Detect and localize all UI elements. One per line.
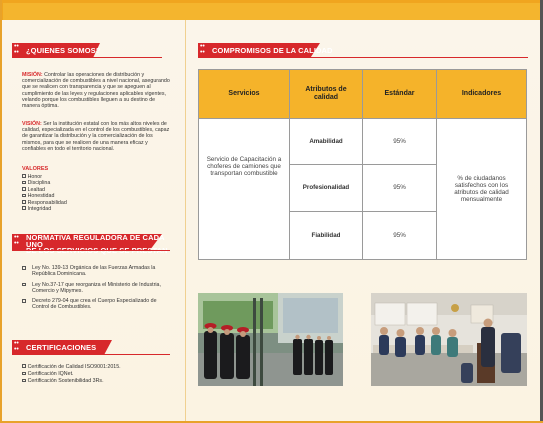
dots-icon: • • • •	[14, 234, 18, 247]
normativa-title: NORMATIVA REGULADORA DE CADA UNO	[26, 233, 165, 249]
quienes-title: ¿QUIENES SOMOS?	[26, 45, 101, 55]
dots-icon: • • • •	[200, 43, 204, 56]
certificaciones-header	[12, 340, 132, 355]
left-border	[0, 0, 2, 423]
checkbox-icon	[22, 194, 26, 198]
quienes-header	[12, 43, 122, 58]
list-item: Responsabilidad	[22, 200, 67, 206]
training-photo	[371, 293, 527, 386]
list-item: Honestidad	[22, 193, 67, 199]
mision-paragraph	[22, 72, 172, 109]
quality-table	[198, 69, 527, 260]
mision-text: Controlar las operaciones de distribución y comercialización de combustibles a nivel nacional, asegurando que se realicen con transparencia y que se apeguen al cumplimiento de las leyes y regulaciones aplicables vigentes, velando porque los combustibles lleguen a su destino de manera óptima.	[22, 72, 170, 110]
certificaciones-list	[22, 364, 121, 386]
cell-indicador: % de ciudadanos satisfechos con los atributos de calidad mensualmente	[454, 174, 509, 204]
vision-text: Ser la institución estatal con los más altos niveles de calidad, especializada en el control de los combustibles, capaz de garantizar la distribución y la comercialización de los mismos, para que se realicen de una manera eficaz y confiables en todo el territorio nacional.	[22, 121, 170, 152]
checkbox-icon	[22, 187, 26, 191]
checkbox-icon	[22, 181, 26, 185]
valores-list	[22, 174, 67, 212]
list-item: Integridad	[22, 206, 67, 212]
cell-estandar: 95%	[393, 137, 406, 145]
valores-title: VALORES	[22, 166, 49, 172]
checkbox-icon	[22, 200, 26, 204]
checkbox-icon	[22, 283, 26, 287]
list-item: Certificación Sostenibilidad 3Rs.	[22, 378, 121, 385]
cell-atributo: Amabilidad	[309, 137, 343, 145]
checkbox-icon	[22, 379, 26, 383]
list-item: Certificación IQNet.	[22, 371, 121, 378]
quienes-underline	[12, 57, 162, 58]
cell-servicio: Servicio de Capacitación a choferes de camiones que transportan combustible	[206, 156, 282, 178]
checkbox-icon	[22, 299, 26, 303]
checkbox-icon	[22, 174, 26, 178]
top-border-inner	[3, 3, 540, 20]
header-estandar: Estándar	[384, 89, 415, 97]
list-item: Certificación de Calidad ISO9001:2015.	[22, 364, 121, 371]
list-item: Honor	[22, 174, 67, 180]
personnel-photo	[198, 293, 343, 386]
dots-icon: • • • •	[14, 340, 18, 353]
checkbox-icon	[22, 364, 26, 368]
compromisos-underline	[198, 57, 528, 58]
header-atributos: Atributos de calidad	[305, 85, 347, 101]
compromisos-title: COMPROMISOS DE LA CALIDAD	[212, 45, 333, 55]
normativa-list	[22, 265, 172, 315]
list-item: Disciplina	[22, 180, 67, 186]
checkbox-icon	[22, 266, 26, 270]
normativa-header	[12, 234, 172, 250]
cell-atributo: Fiabilidad	[311, 231, 341, 239]
cell-estandar: 95%	[393, 231, 406, 239]
vision-paragraph	[22, 121, 172, 152]
cell-atributo: Profesionalidad	[302, 184, 350, 192]
vision-label: VISIÓN:	[22, 121, 42, 127]
list-item: Ley No. 139-13 Orgánica de las Fuerzas Armadas la República Dominicana.	[22, 265, 172, 278]
compromisos-header	[198, 43, 338, 58]
certificaciones-underline	[12, 354, 170, 355]
column-divider	[185, 20, 186, 421]
list-item: Decreto 279-04 que crea el Cuerpo Especializado de Control de Combustibles.	[22, 298, 172, 311]
header-servicios: Servicios	[228, 89, 260, 97]
mision-label: MISIÓN:	[22, 72, 43, 78]
dots-icon: • • • •	[14, 43, 18, 56]
normativa-underline	[12, 250, 170, 251]
certificaciones-title: CERTIFICACIONES	[26, 342, 97, 352]
header-indicadores: Indicadores	[461, 89, 502, 97]
checkbox-icon	[22, 206, 26, 210]
checkbox-icon	[22, 372, 26, 376]
list-item: Lealtad	[22, 187, 67, 193]
cell-estandar: 95%	[393, 184, 406, 192]
list-item: Ley No.37-17 que reorganiza el Ministerio de Industria, Comercio y Mipymes.	[22, 282, 172, 295]
